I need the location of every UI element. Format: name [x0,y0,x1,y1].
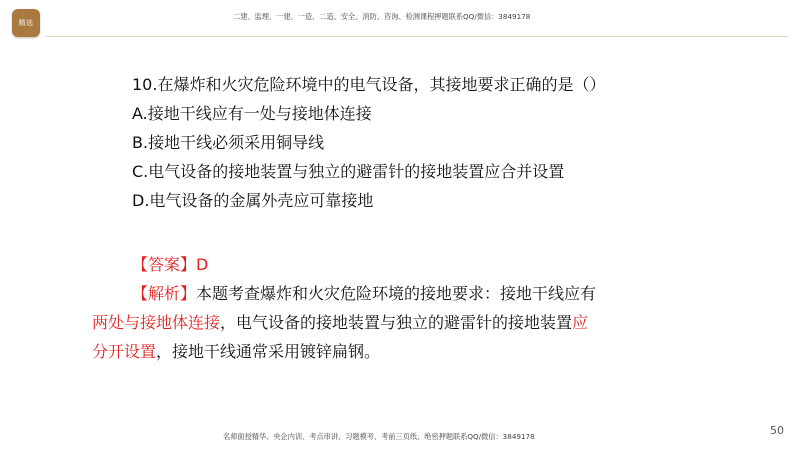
option-b: B.接地干线必须采用铜导线 [132,133,325,152]
option-d: D.电气设备的金属外壳应可靠接地 [132,191,374,210]
page-number: 50 [770,424,784,437]
header-info: 二建、监理、一建、一造、二造、安全、消防、咨询、检测课程押题联系QQ/微信：3849178 [233,12,531,21]
analysis-highlight-1: 两处与接地体连接 [92,313,221,332]
analysis-highlight-2: 应 [572,313,589,332]
answer-value: D [196,255,209,274]
option-a: A.接地干线应有一处与接地体连接 [132,104,372,123]
analysis-highlight-3: 分开设置 [92,342,157,361]
footer-info: 名师面授精华、央企内训、考点串讲、习题模考、考前三页纸、绝密押题联系QQ/微信：3849178 [223,432,535,441]
question-block [132,70,692,215]
analysis-line-2 [92,308,712,337]
brand-logo [12,9,40,37]
brand-logo-text: 精选 [18,19,34,27]
option-c: C.电气设备的接地装置与独立的避雷针的接地装置应合并设置 [132,162,565,181]
question-stem: 10.在爆炸和火灾危险环境中的电气设备，其接地要求正确的是（） [132,75,606,94]
analysis-line-3 [92,337,712,366]
analysis-text-2: ，电气设备的接地装置与独立的避雷针的接地装置 [220,313,573,332]
analysis-text-3: ，接地干线通常采用镀锌扁钢。 [156,342,381,361]
answer-label: 【答案】 [132,255,197,274]
analysis-line-1 [132,279,712,308]
header-divider [46,36,788,37]
analysis-label: 【解析】 [132,284,197,303]
answer-line [132,250,712,279]
answer-block [92,250,712,366]
analysis-text-1: 本题考查爆炸和火灾危险环境的接地要求：接地干线应有 [196,284,597,303]
